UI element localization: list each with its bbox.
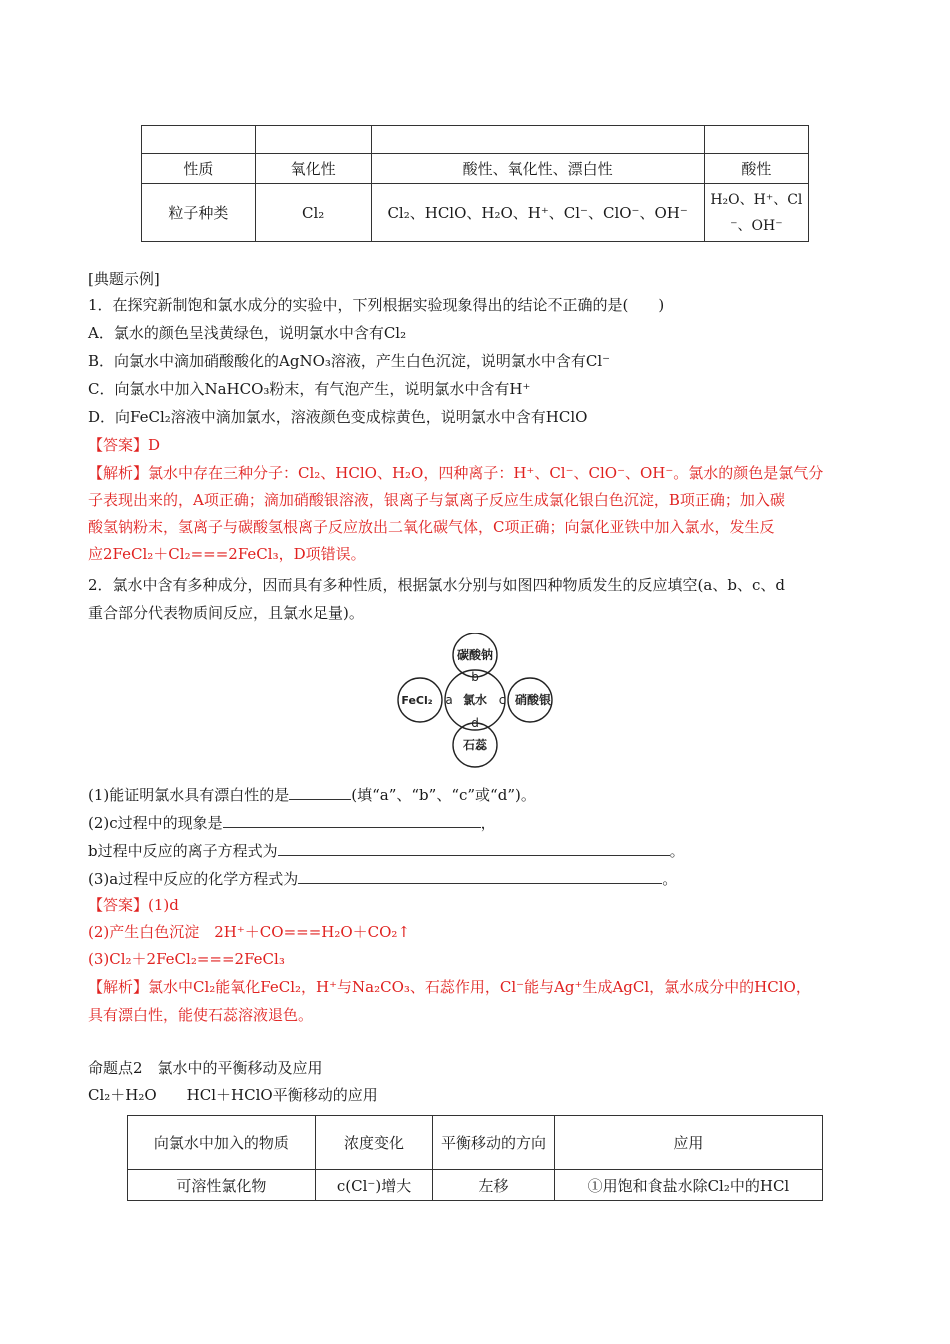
table-cell (704, 184, 808, 242)
equilibrium-table (127, 1115, 823, 1201)
part-3 (88, 868, 677, 890)
option-d: D．向FeCl₂溶液中滴加氯水，溶液颜色变成棕黄色，说明氯水中含有HClO (88, 408, 588, 426)
part-1 (88, 784, 536, 806)
table-header-cell: 向氯水中加入的物质 (128, 1116, 316, 1170)
analysis-1-line: 应2FeCl₂＋Cl₂===2FeCl₃，D项错误。 (88, 545, 366, 563)
section-title: [典题示例] (88, 270, 160, 288)
label-c: c (498, 693, 506, 707)
table-cell (371, 126, 704, 154)
table-header-cell: 酸性、氧化性、漂白性 (371, 154, 704, 184)
part-2b (88, 840, 685, 862)
properties-table (141, 125, 809, 242)
table-cell (142, 126, 256, 154)
label-center: 氯水 (462, 693, 488, 707)
part-3-tail: 。 (662, 870, 678, 888)
table-header-cell: 酸性 (704, 154, 808, 184)
table-header-cell: 平衡移动的方向 (433, 1116, 555, 1170)
part-2-tail: ， (480, 814, 496, 832)
part-2-text: (2)c过程中的现象是 (88, 814, 223, 832)
table-header-cell: 浓度变化 (315, 1116, 433, 1170)
analysis-1-line: 【解析】氯水中存在三种分子：Cl₂、HClO、H₂O，四种离子：H⁺、Cl⁻、ClO⁻、OH⁻。氯水的颜色是氯气分 (88, 464, 824, 482)
answer-2: 【答案】(1)d (88, 896, 179, 914)
part-2b-tail: 。 (669, 842, 685, 860)
table-header-cell: 氧化性 (255, 154, 371, 184)
answer-2: (3)Cl₂＋2FeCl₂===2FeCl₃ (88, 950, 285, 968)
answer-blank[interactable] (289, 785, 351, 800)
part-1-text: (1)能证明氯水具有漂白性的是 (88, 786, 290, 804)
label-d: d (471, 716, 479, 730)
option-c: C．向氯水中加入NaHCO₃粉末，有气泡产生，说明氯水中含有H⁺ (88, 380, 531, 398)
point-2-equation: Cl₂＋H₂O HCl＋HClO平衡移动的应用 (88, 1086, 378, 1104)
question-2-stem: 重合部分代表物质间反应，且氯水足量)。 (88, 604, 364, 622)
question-2-stem: 2．氯水中含有多种成分，因而具有多种性质，根据氯水分别与如图四种物质发生的反应填空(a、b、c、d (88, 576, 785, 594)
table-cell: 左移 (433, 1170, 555, 1201)
table-header-cell: 应用 (554, 1116, 822, 1170)
table-cell-line: H₂O、H⁺、Cl (710, 191, 803, 208)
answer-blank[interactable] (298, 869, 662, 884)
analysis-1-line: 子表现出来的，A项正确；滴加硝酸银溶液，银离子与氯离子反应生成氯化银白色沉淀，B项正确；加入碳 (88, 491, 785, 509)
part-1-tail: (填“a”、“b”、“c”或“d”)。 (351, 786, 536, 804)
label-top: 碳酸钠 (456, 648, 494, 662)
table-cell: Cl₂ (255, 184, 371, 242)
label-a: a (445, 693, 453, 707)
table-cell: c(Cl⁻)增大 (315, 1170, 433, 1201)
answer-blank[interactable] (278, 841, 670, 856)
part-3-text: (3)a过程中反应的化学方程式为 (88, 870, 299, 888)
table-row-label: 粒子种类 (142, 184, 256, 242)
question-1-stem: 1．在探究新制饱和氯水成分的实验中，下列根据实验现象得出的结论不正确的是( ) (88, 296, 665, 314)
option-a: A．氯水的颜色呈浅黄绿色，说明氯水中含有Cl₂ (88, 324, 407, 342)
part-2b-text: b过程中反应的离子方程式为 (88, 842, 278, 860)
analysis-2-line: 【解析】氯水中Cl₂能氧化FeCl₂，H⁺与Na₂CO₃、石蕊作用，Cl⁻能与Ag⁺生成AgCl，氯水成分中的HClO， (88, 978, 811, 996)
table-cell: 可溶性氯化物 (128, 1170, 316, 1201)
table-cell: ①用饱和食盐水除Cl₂中的HCl (554, 1170, 822, 1201)
table-cell (704, 126, 808, 154)
answer-2: (2)产生白色沉淀 2H⁺＋CO===H₂O＋CO₂↑ (88, 923, 411, 941)
point-2-title: 命题点2 氯水中的平衡移动及应用 (88, 1059, 323, 1077)
option-b: B．向氯水中滴加硝酸酸化的AgNO₃溶液，产生白色沉淀，说明氯水中含有Cl⁻ (88, 352, 611, 370)
label-bottom: 石蕊 (462, 738, 488, 752)
table-cell-line: ⁻、OH⁻ (730, 217, 783, 234)
label-b: b (471, 670, 479, 684)
analysis-2-line: 具有漂白性，能使石蕊溶液退色。 (88, 1006, 314, 1024)
answer-blank[interactable] (223, 813, 481, 828)
label-right: 硝酸银 (514, 693, 552, 707)
analysis-1-line: 酸氢钠粉末，氢离子与碳酸氢根离子反应放出二氧化碳气体，C项正确；向氯化亚铁中加入氯水，发生反 (88, 518, 775, 536)
reaction-diagram (395, 633, 555, 768)
answer-1: 【答案】D (88, 436, 161, 454)
part-2 (88, 812, 496, 834)
table-cell (255, 126, 371, 154)
table-cell: Cl₂、HClO、H₂O、H⁺、Cl⁻、ClO⁻、OH⁻ (371, 184, 704, 242)
table-header-cell: 性质 (142, 154, 256, 184)
label-left: FeCl₂ (401, 694, 433, 707)
